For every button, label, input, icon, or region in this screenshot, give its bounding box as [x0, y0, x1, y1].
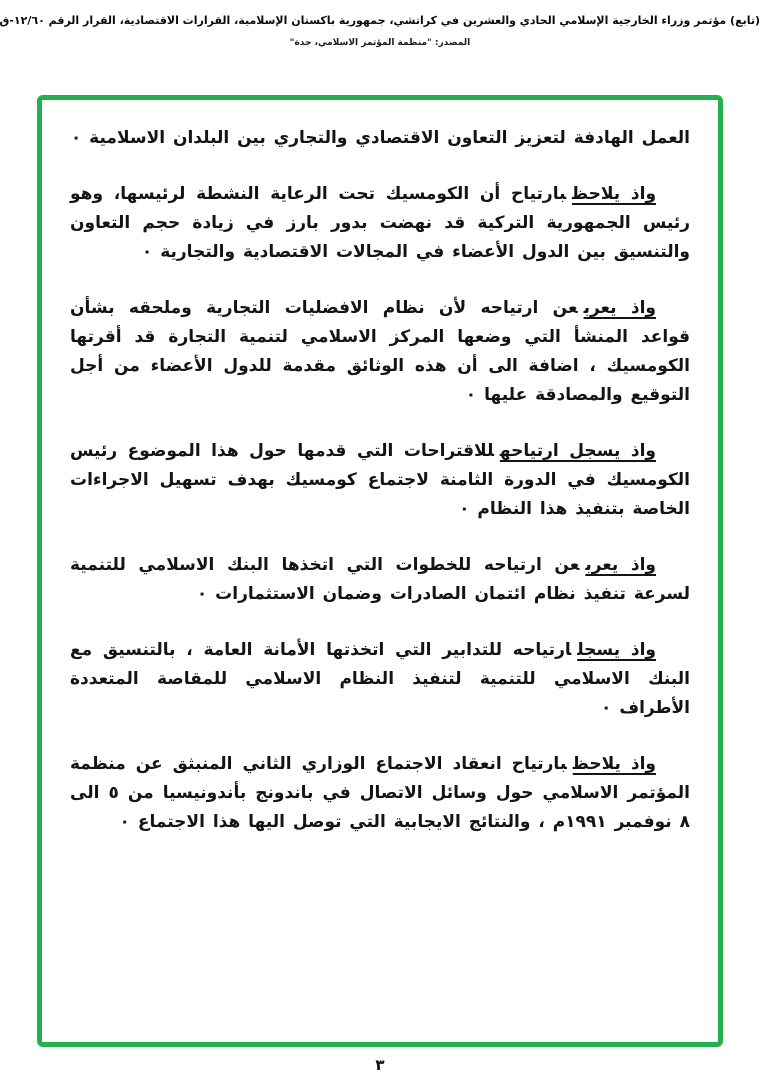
page-number: ٣ [375, 1056, 385, 1074]
body-paragraph [70, 180, 690, 267]
paragraph-text: عن ارتياحه للخطوات التي اتخذها البنك الاسلامي للتنمية لسرعة تنفيذ نظام ائتمان الصادرات وضمان الاستثمارات ٠ [70, 555, 690, 604]
paragraph-lead-underlined: واذ يعرب [583, 298, 656, 318]
paragraph-text: عن ارتياحه لأن نظام الافضليات التجارية وملحقه بشأن قواعد المنشأ التي وضعها المركز الاسلامي لتنمية التجارة قد أقرتها الكومسيك ، اضافة الى أن هذه الوثائق مقدمة للدول الأعضاء من أجل التوقيع والمصادقة عليها ٠ [70, 298, 690, 405]
paragraph-text: بارتياح أن الكومسيك تحت الرعاية النشطة لرئيسها، وهو رئيس الجمهورية التركية قد نهضت بدور بارز في زيادة حجم التعاون والتنسيق بين الدول الأعضاء في المجالات الاقتصادية والتجارية ٠ [70, 184, 690, 262]
paragraph-lead-underlined: واذ يسجل ارتياحه [499, 441, 657, 461]
document-source-line: المصدر: "منظمة المؤتمر الاسلامي، جدة" [289, 38, 471, 48]
paragraph-lead-underlined: واذ يعرب [585, 555, 656, 575]
paragraph-lead-underlined: واذ يلاحظ [572, 754, 657, 774]
paragraph-text: العمل الهادفة لتعزيز التعاون الاقتصادي والتجاري بين البلدان الاسلامية ٠ [70, 128, 690, 148]
body-paragraph [70, 551, 690, 609]
paragraph-lead-underlined: واذ يسجل [577, 640, 656, 660]
paragraph-text: للاقتراحات التي قدمها حول هذا الموضوع رئيس الكومسيك في الدورة الثامنة لاجتماع كومسيك بهدف تسهيل الاجراءات الخاصة بتنفيذ هذا النظام ٠ [70, 441, 690, 519]
paragraph-lead-underlined: واذ يلاحظ [572, 184, 657, 204]
body-paragraph [70, 294, 690, 410]
body-paragraph [70, 636, 690, 723]
body-paragraph [70, 437, 690, 524]
paragraph-text: ارتياحه للتدابير التي اتخذتها الأمانة العامة ، بالتنسيق مع البنك الاسلامي للتنمية لتنفيذ النظام الاسلامي للمقاصة المتعددة الأطراف ٠ [70, 640, 690, 718]
body-paragraph [70, 124, 690, 153]
paragraph-text: بارتياح انعقاد الاجتماع الوزاري الثاني المنبثق عن منظمة المؤتمر الاسلامي حول وسائل الاتصال في باندونج بأندونيسيا من ٥ الى ٨ نوفمبر ١٩٩١م ، والنتائج الايجابية التي توصل اليها هذا الاجتماع ٠ [70, 754, 691, 832]
page-header [0, 14, 760, 48]
body-paragraph [70, 750, 690, 837]
document-header-title: (تابع) مؤتمر وزراء الخارجية الإسلامي الحادي والعشرين في كراتشي، جمهورية باكستان الإسلامية، القرارات الاقتصادية، القرار الرقم ١٢/٦٠-ق [0, 14, 760, 27]
content-frame [37, 95, 723, 1047]
